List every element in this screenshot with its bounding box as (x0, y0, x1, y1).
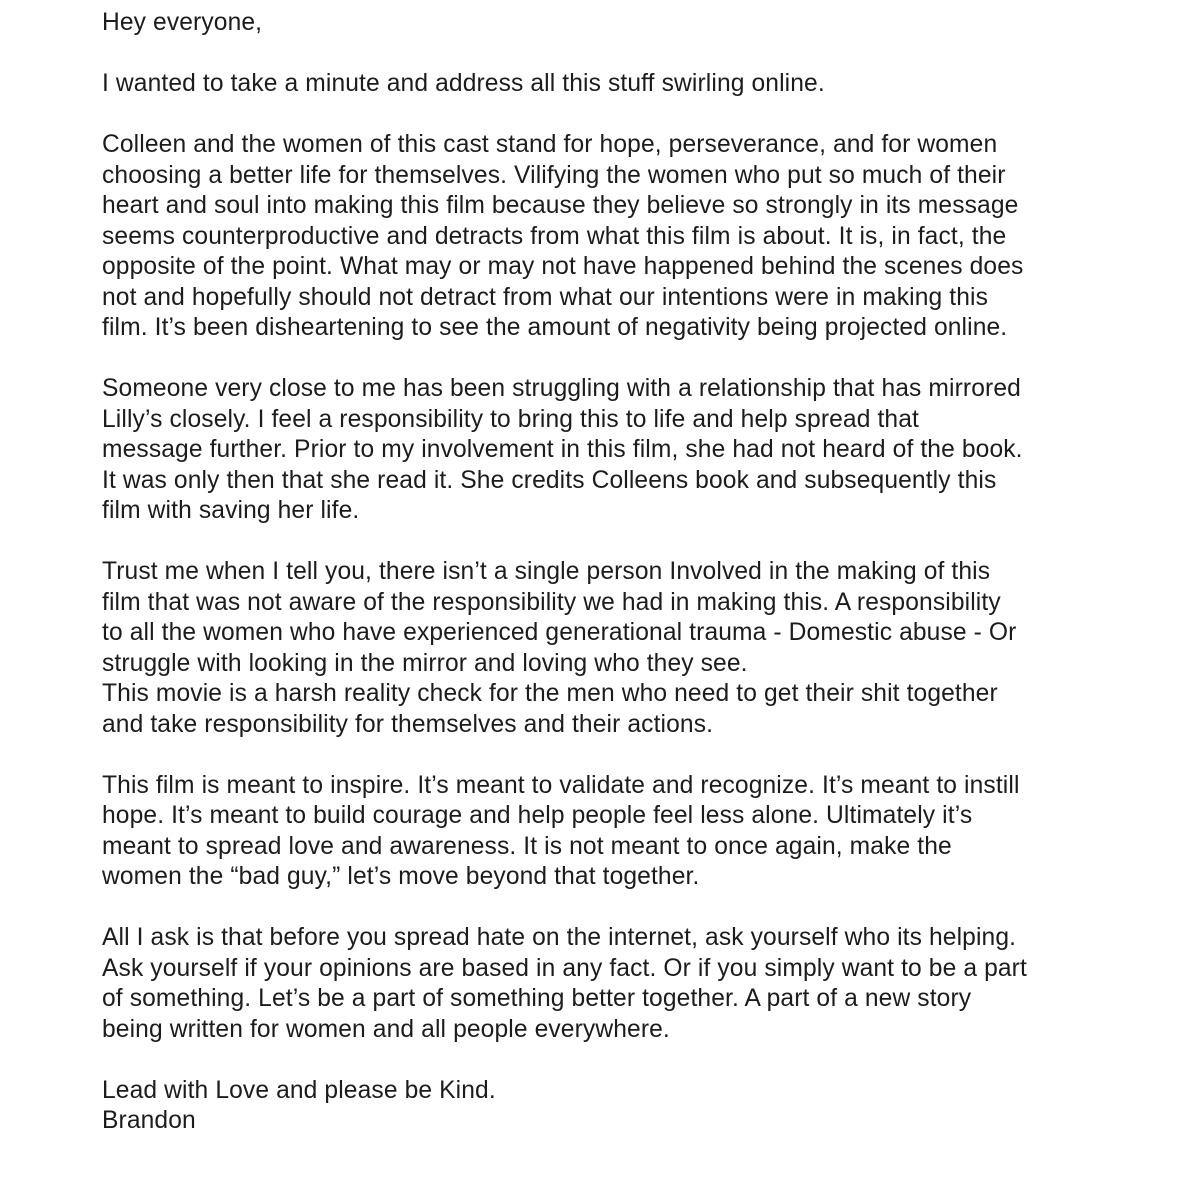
paragraph-line: heart and soul into making this film because they believe so strongly in its message (102, 192, 1019, 219)
paragraph-line: choosing a better life for themselves. Vilifying the women who put so much of their (102, 161, 1006, 189)
closing-line: Lead with Love and please be Kind. (102, 1076, 496, 1104)
paragraph-line: film. It’s been disheartening to see the amount of negativity being projected online. (102, 314, 1008, 341)
paragraph-line: and take responsibility for themselves and their actions. (102, 710, 714, 738)
paragraph-line: It was only then that she read it. She credits Colleens book and subsequently this (102, 466, 997, 494)
paragraph-line: seems counterproductive and detracts from what this film is about. It is, in fact, the (102, 222, 1007, 250)
paragraph-3 (102, 374, 1162, 527)
paragraph-line: of something. Let’s be a part of something better together. A part of a new story (102, 985, 972, 1012)
paragraph-line: not and hopefully should not detract from what our intentions were in making this (102, 283, 989, 311)
sign-off (102, 1076, 1162, 1137)
paragraph-6 (102, 923, 1162, 1045)
paragraph-line: opposite of the point. What may or may not have happened behind the scenes does (102, 253, 1024, 280)
paragraph-line: struggle with looking in the mirror and loving who they see. (102, 649, 748, 677)
paragraph-line: film with saving her life. (102, 497, 360, 524)
paragraph-2 (102, 130, 1162, 344)
paragraph-line: hope. It’s meant to build courage and help people feel less alone. Ultimately it’s (102, 802, 973, 829)
paragraph-5 (102, 771, 1162, 893)
paragraph-line: Trust me when I tell you, there isn’t a single person Involved in the making of this (102, 558, 991, 585)
paragraph-line: Ask yourself if your opinions are based in any fact. Or if you simply want to be a part (102, 954, 1027, 982)
statement-letter (102, 8, 1162, 1137)
paragraph-line: Colleen and the women of this cast stand for hope, perseverance, and for women (102, 131, 998, 158)
paragraph-1 (102, 69, 1162, 100)
paragraph-line: being written for women and all people everywhere. (102, 1015, 670, 1043)
paragraph-line: Someone very close to me has been struggling with a relationship that has mirrored (102, 375, 1021, 402)
signature: Brandon (102, 1107, 196, 1134)
paragraph-line: This film is meant to inspire. It’s meant to validate and recognize. It’s meant to instill (102, 771, 1020, 799)
greeting (102, 8, 1162, 39)
paragraph-line: women the “bad guy,” let’s move beyond that together. (102, 863, 700, 890)
paragraph-line: film that was not aware of the responsibility we had in making this. A responsibility (102, 588, 1001, 616)
paragraph-line: I wanted to take a minute and address all this stuff swirling online. (102, 70, 825, 97)
paragraph-line: message further. Prior to my involvement in this film, she had not heard of the book. (102, 436, 1023, 463)
paragraph-line: to all the women who have experienced generational trauma - Domestic abuse - Or (102, 619, 1017, 646)
greeting-line: Hey everyone, (102, 9, 263, 36)
paragraph-line: Lilly’s closely. I feel a responsibility to bring this to life and help spread that (102, 405, 919, 433)
paragraph-line: This movie is a harsh reality check for the men who need to get their shit together (102, 680, 998, 707)
paragraph-line: All I ask is that before you spread hate on the internet, ask yourself who its helping. (102, 924, 1017, 951)
paragraph-4 (102, 557, 1162, 740)
paragraph-line: meant to spread love and awareness. It is not meant to once again, make the (102, 832, 952, 860)
